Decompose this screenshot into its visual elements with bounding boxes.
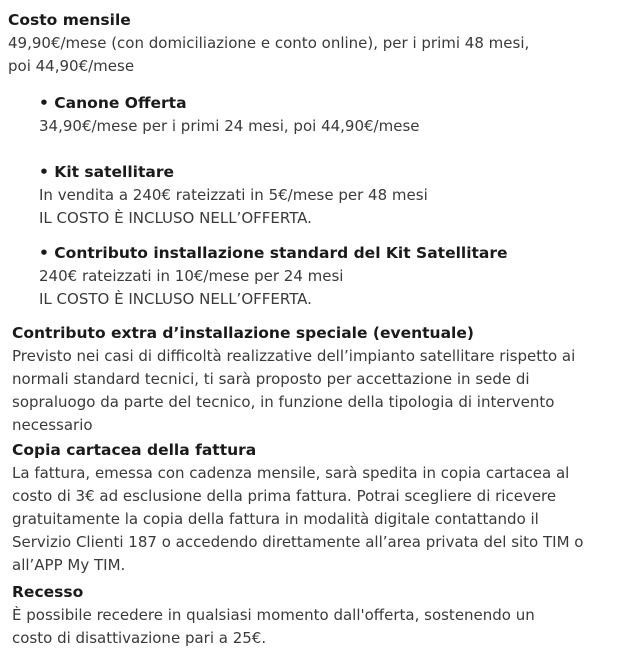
kit-satellitare-text-line: In vendita a 240€ rateizzati in 5€/mese per 48 mesi bbox=[39, 186, 428, 204]
installazione-speciale-text-line: sopraluogo da parte del tecnico, in funzione della tipologia di intervento bbox=[12, 393, 555, 411]
section-copia-cartacea bbox=[12, 439, 583, 577]
installazione-standard-text-line: IL COSTO È INCLUSO NELL’OFFERTA. bbox=[39, 290, 312, 308]
recesso-text-line: È possibile recedere in qualsiasi momento dall'offerta, sostenendo un bbox=[12, 606, 535, 624]
installazione-standard-title: • Contributo installazione standard del Kit Satellitare bbox=[39, 244, 508, 262]
section-canone-offerta bbox=[39, 92, 420, 138]
copia-cartacea-text-line: all’APP My TIM. bbox=[12, 556, 126, 574]
section-recesso bbox=[12, 581, 535, 650]
installazione-standard-text-line: 240€ rateizzati in 10€/mese per 24 mesi bbox=[39, 267, 344, 285]
installazione-speciale-text-line: Previsto nei casi di difficoltà realizzative dell’impianto satellitare rispetto ai bbox=[12, 347, 576, 365]
installazione-speciale-text-line: normali standard tecnici, ti sarà proposto per accettazione in sede di bbox=[12, 370, 530, 388]
canone-offerta-title: • Canone Offerta bbox=[39, 94, 187, 112]
section-installazione-speciale bbox=[12, 322, 575, 437]
copia-cartacea-title: Copia cartacea della fattura bbox=[12, 441, 257, 459]
copia-cartacea-text-line: La fattura, emessa con cadenza mensile, sarà spedita in copia cartacea al bbox=[12, 464, 570, 482]
costo-mensile-text-line: poi 44,90€/mese bbox=[8, 57, 135, 75]
kit-satellitare-text-line: IL COSTO È INCLUSO NELL’OFFERTA. bbox=[39, 209, 312, 227]
section-costo-mensile bbox=[8, 9, 529, 78]
kit-satellitare-title: • Kit satellitare bbox=[39, 163, 175, 181]
costo-mensile-title: Costo mensile bbox=[8, 11, 131, 29]
section-installazione-standard bbox=[39, 242, 508, 311]
copia-cartacea-text-line: gratuitamente la copia della fattura in modalità digitale contattando il bbox=[12, 510, 539, 528]
installazione-speciale-title: Contributo extra d’installazione speciale (eventuale) bbox=[12, 324, 474, 342]
copia-cartacea-text-line: costo di 3€ ad esclusione della prima fattura. Potrai scegliere di ricevere bbox=[12, 487, 557, 505]
costo-mensile-text-line: 49,90€/mese (con domiciliazione e conto online), per i primi 48 mesi, bbox=[8, 34, 530, 52]
recesso-text-line: costo di disattivazione pari a 25€. bbox=[12, 629, 267, 647]
section-kit-satellitare bbox=[39, 161, 428, 230]
canone-offerta-text-line: 34,90€/mese per i primi 24 mesi, poi 44,90€/mese bbox=[39, 117, 420, 135]
installazione-speciale-text-line: necessario bbox=[12, 416, 93, 434]
recesso-title: Recesso bbox=[12, 583, 84, 601]
copia-cartacea-text-line: Servizio Clienti 187 o accedendo direttamente all’area privata del sito TIM o bbox=[12, 533, 584, 551]
